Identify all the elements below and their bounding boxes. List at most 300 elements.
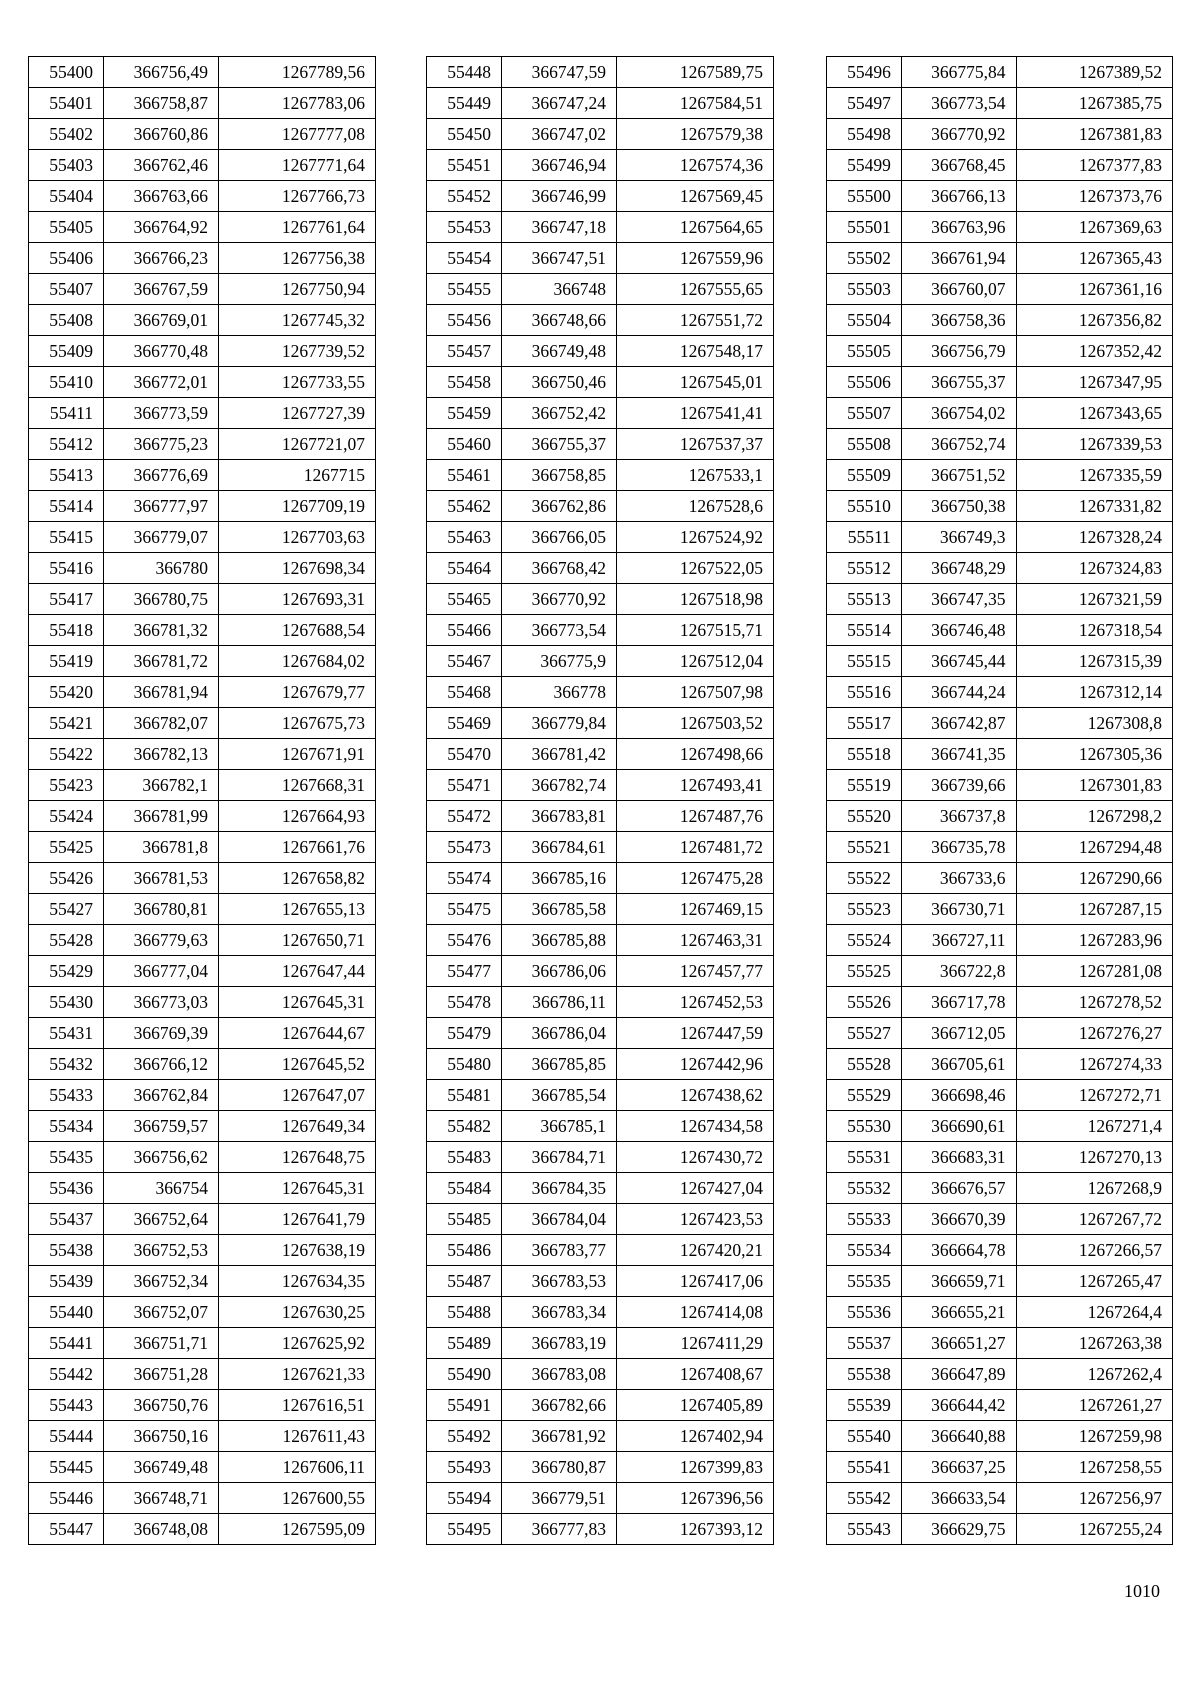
x-coordinate-cell: 366784,71: [502, 1142, 617, 1173]
y-coordinate-cell: 1267684,02: [219, 646, 376, 677]
y-coordinate-cell: 1267569,45: [617, 181, 774, 212]
y-coordinate-cell: 1267399,83: [617, 1452, 774, 1483]
table-row: [827, 987, 1173, 1018]
x-coordinate-cell: 366750,46: [502, 367, 617, 398]
table-row: [29, 1514, 376, 1545]
x-coordinate-cell: 366751,52: [901, 460, 1016, 491]
x-coordinate-cell: 366705,61: [901, 1049, 1016, 1080]
point-id-cell: 55536: [827, 1297, 902, 1328]
y-coordinate-cell: 1267347,95: [1016, 367, 1172, 398]
x-coordinate-cell: 366781,32: [104, 615, 219, 646]
x-coordinate-cell: 366755,37: [901, 367, 1016, 398]
x-coordinate-cell: 366766,13: [901, 181, 1016, 212]
point-id-cell: 55417: [29, 584, 104, 615]
y-coordinate-cell: 1267272,71: [1016, 1080, 1172, 1111]
table-row: [29, 925, 376, 956]
x-coordinate-cell: 366744,24: [901, 677, 1016, 708]
y-coordinate-cell: 1267600,55: [219, 1483, 376, 1514]
x-coordinate-cell: 366676,57: [901, 1173, 1016, 1204]
table-row: [29, 1111, 376, 1142]
table-row: [29, 770, 376, 801]
x-coordinate-cell: 366722,8: [901, 956, 1016, 987]
x-coordinate-cell: 366775,23: [104, 429, 219, 460]
table-row: [427, 677, 774, 708]
x-coordinate-cell: 366781,53: [104, 863, 219, 894]
point-id-cell: 55431: [29, 1018, 104, 1049]
y-coordinate-cell: 1267789,56: [219, 57, 376, 88]
y-coordinate-cell: 1267408,67: [617, 1359, 774, 1390]
point-id-cell: 55510: [827, 491, 902, 522]
table-row: [29, 181, 376, 212]
table-row: [427, 398, 774, 429]
x-coordinate-cell: 366756,62: [104, 1142, 219, 1173]
y-coordinate-cell: 1267533,1: [617, 460, 774, 491]
point-id-cell: 55525: [827, 956, 902, 987]
y-coordinate-cell: 1267283,96: [1016, 925, 1172, 956]
table-row: [427, 243, 774, 274]
x-coordinate-cell: 366764,92: [104, 212, 219, 243]
y-coordinate-cell: 1267430,72: [617, 1142, 774, 1173]
table-row: [29, 491, 376, 522]
point-id-cell: 55409: [29, 336, 104, 367]
coordinate-table-body: [29, 57, 376, 1545]
x-coordinate-cell: 366772,01: [104, 367, 219, 398]
table-row: [29, 212, 376, 243]
y-coordinate-cell: 1267498,66: [617, 739, 774, 770]
x-coordinate-cell: 366770,92: [502, 584, 617, 615]
x-coordinate-cell: 366670,39: [901, 1204, 1016, 1235]
y-coordinate-cell: 1267487,76: [617, 801, 774, 832]
y-coordinate-cell: 1267469,15: [617, 894, 774, 925]
y-coordinate-cell: 1267528,6: [617, 491, 774, 522]
point-id-cell: 55483: [427, 1142, 502, 1173]
x-coordinate-cell: 366760,86: [104, 119, 219, 150]
y-coordinate-cell: 1267664,93: [219, 801, 376, 832]
x-coordinate-cell: 366779,51: [502, 1483, 617, 1514]
y-coordinate-cell: 1267621,33: [219, 1359, 376, 1390]
point-id-cell: 55494: [427, 1483, 502, 1514]
y-coordinate-cell: 1267324,83: [1016, 553, 1172, 584]
y-coordinate-cell: 1267402,94: [617, 1421, 774, 1452]
point-id-cell: 55516: [827, 677, 902, 708]
table-row: [827, 739, 1173, 770]
y-coordinate-cell: 1267777,08: [219, 119, 376, 150]
point-id-cell: 55526: [827, 987, 902, 1018]
x-coordinate-cell: 366783,81: [502, 801, 617, 832]
y-coordinate-cell: 1267411,29: [617, 1328, 774, 1359]
y-coordinate-cell: 1267447,59: [617, 1018, 774, 1049]
y-coordinate-cell: 1267276,27: [1016, 1018, 1172, 1049]
table-row: [29, 1049, 376, 1080]
x-coordinate-cell: 366659,71: [901, 1266, 1016, 1297]
point-id-cell: 55461: [427, 460, 502, 491]
table-row: [29, 956, 376, 987]
x-coordinate-cell: 366786,06: [502, 956, 617, 987]
table-row: [827, 1142, 1173, 1173]
table-row: [827, 57, 1173, 88]
y-coordinate-cell: 1267668,31: [219, 770, 376, 801]
table-row: [29, 739, 376, 770]
table-row: [427, 119, 774, 150]
point-id-cell: 55521: [827, 832, 902, 863]
table-row: [427, 367, 774, 398]
point-id-cell: 55499: [827, 150, 902, 181]
point-id-cell: 55400: [29, 57, 104, 88]
y-coordinate-cell: 1267541,41: [617, 398, 774, 429]
table-row: [29, 336, 376, 367]
table-row: [29, 1266, 376, 1297]
y-coordinate-cell: 1267493,41: [617, 770, 774, 801]
point-id-cell: 55505: [827, 336, 902, 367]
point-id-cell: 55541: [827, 1452, 902, 1483]
x-coordinate-cell: 366778: [502, 677, 617, 708]
y-coordinate-cell: 1267715: [219, 460, 376, 491]
table-row: [29, 1452, 376, 1483]
y-coordinate-cell: 1267271,4: [1016, 1111, 1172, 1142]
x-coordinate-cell: 366773,03: [104, 987, 219, 1018]
table-row: [827, 429, 1173, 460]
y-coordinate-cell: 1267414,08: [617, 1297, 774, 1328]
table-row: [29, 1359, 376, 1390]
table-row: [827, 553, 1173, 584]
y-coordinate-cell: 1267507,98: [617, 677, 774, 708]
y-coordinate-cell: 1267256,97: [1016, 1483, 1172, 1514]
x-coordinate-cell: 366683,31: [901, 1142, 1016, 1173]
x-coordinate-cell: 366785,88: [502, 925, 617, 956]
x-coordinate-cell: 366768,45: [901, 150, 1016, 181]
x-coordinate-cell: 366745,44: [901, 646, 1016, 677]
y-coordinate-cell: 1267589,75: [617, 57, 774, 88]
y-coordinate-cell: 1267766,73: [219, 181, 376, 212]
table-row: [827, 398, 1173, 429]
table-row: [827, 336, 1173, 367]
point-id-cell: 55542: [827, 1483, 902, 1514]
table-row: [427, 1111, 774, 1142]
x-coordinate-cell: 366741,35: [901, 739, 1016, 770]
y-coordinate-cell: 1267308,8: [1016, 708, 1172, 739]
y-coordinate-cell: 1267548,17: [617, 336, 774, 367]
table-row: [427, 956, 774, 987]
table-row: [427, 1235, 774, 1266]
x-coordinate-cell: 366782,07: [104, 708, 219, 739]
x-coordinate-cell: 366647,89: [901, 1359, 1016, 1390]
table-row: [827, 460, 1173, 491]
point-id-cell: 55422: [29, 739, 104, 770]
y-coordinate-cell: 1267750,94: [219, 274, 376, 305]
y-coordinate-cell: 1267698,34: [219, 553, 376, 584]
table-row: [427, 1328, 774, 1359]
x-coordinate-cell: 366784,61: [502, 832, 617, 863]
table-row: [827, 1266, 1173, 1297]
y-coordinate-cell: 1267259,98: [1016, 1421, 1172, 1452]
y-coordinate-cell: 1267645,31: [219, 987, 376, 1018]
table-row: [827, 832, 1173, 863]
table-row: [29, 1080, 376, 1111]
x-coordinate-cell: 366777,83: [502, 1514, 617, 1545]
x-coordinate-cell: 366785,58: [502, 894, 617, 925]
point-id-cell: 55424: [29, 801, 104, 832]
point-id-cell: 55440: [29, 1297, 104, 1328]
table-row: [827, 1421, 1173, 1452]
y-coordinate-cell: 1267630,25: [219, 1297, 376, 1328]
table-row: [29, 646, 376, 677]
y-coordinate-cell: 1267739,52: [219, 336, 376, 367]
y-coordinate-cell: 1267595,09: [219, 1514, 376, 1545]
x-coordinate-cell: 366730,71: [901, 894, 1016, 925]
point-id-cell: 55406: [29, 243, 104, 274]
y-coordinate-cell: 1267301,83: [1016, 770, 1172, 801]
point-id-cell: 55527: [827, 1018, 902, 1049]
point-id-cell: 55500: [827, 181, 902, 212]
point-id-cell: 55496: [827, 57, 902, 88]
x-coordinate-cell: 366727,11: [901, 925, 1016, 956]
point-id-cell: 55523: [827, 894, 902, 925]
point-id-cell: 55508: [827, 429, 902, 460]
x-coordinate-cell: 366779,07: [104, 522, 219, 553]
table-row: [827, 1359, 1173, 1390]
y-coordinate-cell: 1267294,48: [1016, 832, 1172, 863]
point-id-cell: 55433: [29, 1080, 104, 1111]
point-id-cell: 55413: [29, 460, 104, 491]
table-row: [427, 925, 774, 956]
x-coordinate-cell: 366775,9: [502, 646, 617, 677]
table-row: [29, 522, 376, 553]
x-coordinate-cell: 366780,75: [104, 584, 219, 615]
table-row: [427, 181, 774, 212]
table-row: [29, 584, 376, 615]
y-coordinate-cell: 1267644,67: [219, 1018, 376, 1049]
point-id-cell: 55473: [427, 832, 502, 863]
table-row: [427, 1390, 774, 1421]
y-coordinate-cell: 1267452,53: [617, 987, 774, 1018]
table-row: [29, 1142, 376, 1173]
y-coordinate-cell: 1267434,58: [617, 1111, 774, 1142]
x-coordinate-cell: 366770,92: [901, 119, 1016, 150]
table-row: [29, 150, 376, 181]
x-coordinate-cell: 366735,78: [901, 832, 1016, 863]
y-coordinate-cell: 1267475,28: [617, 863, 774, 894]
x-coordinate-cell: 366766,23: [104, 243, 219, 274]
y-coordinate-cell: 1267369,63: [1016, 212, 1172, 243]
point-id-cell: 55459: [427, 398, 502, 429]
table-row: [29, 367, 376, 398]
table-row: [427, 987, 774, 1018]
page-number: 1010: [1124, 1581, 1160, 1601]
table-row: [29, 1173, 376, 1204]
point-id-cell: 55427: [29, 894, 104, 925]
y-coordinate-cell: 1267783,06: [219, 88, 376, 119]
y-coordinate-cell: 1267537,37: [617, 429, 774, 460]
y-coordinate-cell: 1267564,65: [617, 212, 774, 243]
x-coordinate-cell: 366783,19: [502, 1328, 617, 1359]
point-id-cell: 55403: [29, 150, 104, 181]
x-coordinate-cell: 366785,85: [502, 1049, 617, 1080]
y-coordinate-cell: 1267417,06: [617, 1266, 774, 1297]
point-id-cell: 55436: [29, 1173, 104, 1204]
table-row: [427, 1359, 774, 1390]
point-id-cell: 55540: [827, 1421, 902, 1452]
point-id-cell: 55402: [29, 119, 104, 150]
x-coordinate-cell: 366780,87: [502, 1452, 617, 1483]
table-row: [29, 894, 376, 925]
point-id-cell: 55476: [427, 925, 502, 956]
point-id-cell: 55480: [427, 1049, 502, 1080]
table-row: [827, 243, 1173, 274]
y-coordinate-cell: 1267438,62: [617, 1080, 774, 1111]
table-row: [29, 398, 376, 429]
x-coordinate-cell: 366766,05: [502, 522, 617, 553]
table-row: [427, 584, 774, 615]
table-row: [427, 1204, 774, 1235]
table-row: [427, 274, 774, 305]
point-id-cell: 55408: [29, 305, 104, 336]
table-row: [29, 1297, 376, 1328]
table-row: [29, 57, 376, 88]
x-coordinate-cell: 366785,54: [502, 1080, 617, 1111]
point-id-cell: 55452: [427, 181, 502, 212]
y-coordinate-cell: 1267274,33: [1016, 1049, 1172, 1080]
point-id-cell: 55460: [427, 429, 502, 460]
y-coordinate-cell: 1267518,98: [617, 584, 774, 615]
x-coordinate-cell: 366747,51: [502, 243, 617, 274]
coordinate-table-2: [426, 56, 774, 1545]
point-id-cell: 55451: [427, 150, 502, 181]
point-id-cell: 55450: [427, 119, 502, 150]
y-coordinate-cell: 1267266,57: [1016, 1235, 1172, 1266]
x-coordinate-cell: 366780: [104, 553, 219, 584]
x-coordinate-cell: 366784,35: [502, 1173, 617, 1204]
y-coordinate-cell: 1267318,54: [1016, 615, 1172, 646]
y-coordinate-cell: 1267352,42: [1016, 336, 1172, 367]
point-id-cell: 55449: [427, 88, 502, 119]
point-id-cell: 55445: [29, 1452, 104, 1483]
y-coordinate-cell: 1267658,82: [219, 863, 376, 894]
x-coordinate-cell: 366664,78: [901, 1235, 1016, 1266]
x-coordinate-cell: 366749,3: [901, 522, 1016, 553]
y-coordinate-cell: 1267457,77: [617, 956, 774, 987]
point-id-cell: 55498: [827, 119, 902, 150]
table-row: [827, 181, 1173, 212]
y-coordinate-cell: 1267312,14: [1016, 677, 1172, 708]
x-coordinate-cell: 366777,97: [104, 491, 219, 522]
x-coordinate-cell: 366781,72: [104, 646, 219, 677]
point-id-cell: 55470: [427, 739, 502, 770]
point-id-cell: 55444: [29, 1421, 104, 1452]
point-id-cell: 55502: [827, 243, 902, 274]
x-coordinate-cell: 366746,94: [502, 150, 617, 181]
y-coordinate-cell: 1267396,56: [617, 1483, 774, 1514]
table-row: [827, 1018, 1173, 1049]
y-coordinate-cell: 1267503,52: [617, 708, 774, 739]
table-row: [827, 367, 1173, 398]
y-coordinate-cell: 1267335,59: [1016, 460, 1172, 491]
point-id-cell: 55528: [827, 1049, 902, 1080]
table-row: [827, 801, 1173, 832]
x-coordinate-cell: 366785,1: [502, 1111, 617, 1142]
x-coordinate-cell: 366747,24: [502, 88, 617, 119]
coordinate-table-body: [427, 57, 774, 1545]
point-id-cell: 55530: [827, 1111, 902, 1142]
x-coordinate-cell: 366756,49: [104, 57, 219, 88]
y-coordinate-cell: 1267647,07: [219, 1080, 376, 1111]
table-row: [827, 150, 1173, 181]
x-coordinate-cell: 366769,39: [104, 1018, 219, 1049]
y-coordinate-cell: 1267420,21: [617, 1235, 774, 1266]
point-id-cell: 55430: [29, 987, 104, 1018]
table-row: [427, 1297, 774, 1328]
x-coordinate-cell: 366698,46: [901, 1080, 1016, 1111]
x-coordinate-cell: 366786,04: [502, 1018, 617, 1049]
point-id-cell: 55428: [29, 925, 104, 956]
y-coordinate-cell: 1267290,66: [1016, 863, 1172, 894]
point-id-cell: 55535: [827, 1266, 902, 1297]
y-coordinate-cell: 1267625,92: [219, 1328, 376, 1359]
table-row: [427, 212, 774, 243]
table-row: [827, 212, 1173, 243]
y-coordinate-cell: 1267267,72: [1016, 1204, 1172, 1235]
table-row: [29, 429, 376, 460]
point-id-cell: 55458: [427, 367, 502, 398]
table-row: [827, 88, 1173, 119]
table-row: [427, 863, 774, 894]
x-coordinate-cell: 366783,77: [502, 1235, 617, 1266]
table-row: [827, 1452, 1173, 1483]
x-coordinate-cell: 366633,54: [901, 1483, 1016, 1514]
x-coordinate-cell: 366758,87: [104, 88, 219, 119]
table-row: [827, 1514, 1173, 1545]
point-id-cell: 55507: [827, 398, 902, 429]
y-coordinate-cell: 1267645,31: [219, 1173, 376, 1204]
table-row: [29, 305, 376, 336]
y-coordinate-cell: 1267645,52: [219, 1049, 376, 1080]
table-row: [427, 739, 774, 770]
x-coordinate-cell: 366751,71: [104, 1328, 219, 1359]
point-id-cell: 55423: [29, 770, 104, 801]
y-coordinate-cell: 1267321,59: [1016, 584, 1172, 615]
y-coordinate-cell: 1267423,53: [617, 1204, 774, 1235]
x-coordinate-cell: 366746,99: [502, 181, 617, 212]
x-coordinate-cell: 366784,04: [502, 1204, 617, 1235]
table-row: [827, 925, 1173, 956]
x-coordinate-cell: 366750,16: [104, 1421, 219, 1452]
table-row: [427, 429, 774, 460]
point-id-cell: 55435: [29, 1142, 104, 1173]
x-coordinate-cell: 366733,6: [901, 863, 1016, 894]
point-id-cell: 55488: [427, 1297, 502, 1328]
coordinate-table-1: [28, 56, 376, 1545]
table-row: [427, 801, 774, 832]
x-coordinate-cell: 366758,36: [901, 305, 1016, 336]
y-coordinate-cell: 1267356,82: [1016, 305, 1172, 336]
x-coordinate-cell: 366785,16: [502, 863, 617, 894]
y-coordinate-cell: 1267343,65: [1016, 398, 1172, 429]
point-id-cell: 55421: [29, 708, 104, 739]
point-id-cell: 55434: [29, 1111, 104, 1142]
y-coordinate-cell: 1267616,51: [219, 1390, 376, 1421]
x-coordinate-cell: 366775,84: [901, 57, 1016, 88]
table-row: [29, 708, 376, 739]
table-row: [427, 1142, 774, 1173]
point-id-cell: 55464: [427, 553, 502, 584]
x-coordinate-cell: 366773,59: [104, 398, 219, 429]
x-coordinate-cell: 366783,34: [502, 1297, 617, 1328]
x-coordinate-cell: 366712,05: [901, 1018, 1016, 1049]
y-coordinate-cell: 1267761,64: [219, 212, 376, 243]
y-coordinate-cell: 1267305,36: [1016, 739, 1172, 770]
x-coordinate-cell: 366786,11: [502, 987, 617, 1018]
table-row: [29, 1328, 376, 1359]
x-coordinate-cell: 366747,35: [901, 584, 1016, 615]
